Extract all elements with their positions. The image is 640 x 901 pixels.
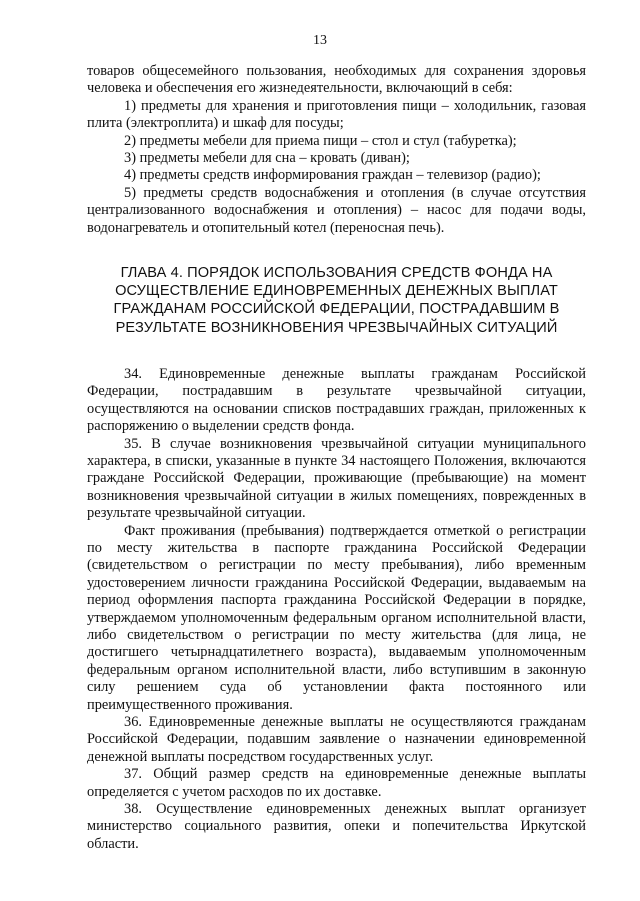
chapter-heading-line: ОСУЩЕСТВЛЕНИЕ ЕДИНОВРЕМЕННЫХ ДЕНЕЖНЫХ ВЫПЛАТ xyxy=(115,283,558,300)
intro-item-1: 1) предметы для хранения и приготовления пищи – холодильник, газовая плита (электроплита) и шкаф для посуды; xyxy=(87,97,586,132)
paragraph-34: 34. Единовременные денежные выплаты гражданам Российской Федерации, пострадавшим в результате чрезвычайной ситуации, осуществляются на основании списков пострадавших граждан, приложенных к распоряжению о выделении средств фонда. xyxy=(87,365,586,435)
intro-item-4: 4) предметы средств информирования граждан – телевизор (радио); xyxy=(124,167,541,184)
intro-continuation: товаров общесемейного пользования, необходимых для сохранения здоровья человека и обеспечения его жизнедеятельности, включающий в себя: xyxy=(87,63,586,97)
paragraph-38: 38. Осуществление единовременных денежных выплат организует министерство социального развития, опеки и попечительства Иркутской области. xyxy=(87,801,586,852)
chapter-heading-line: РЕЗУЛЬТАТЕ ВОЗНИКНОВЕНИЯ ЧРЕЗВЫЧАЙНЫХ СИТУАЦИЙ xyxy=(115,319,558,336)
paragraph-36: 36. Единовременные денежные выплаты не осуществляются гражданам Российской Федерации, подавшим заявление о назначении единовременной денежной выплаты посредством государственных услуг. xyxy=(87,714,586,765)
chapter-heading xyxy=(87,264,586,337)
paragraph-35: 35. В случае возникновения чрезвычайной ситуации муниципального характера, в списки, указанные в пункте 34 настоящего Положения, включаются граждане Российской Федерации, проживающие (пребывающие) на момент возникновения чрезвычайной ситуации в жилых помещениях, поврежденных в результате чрезвычайной ситуации. xyxy=(87,435,586,522)
page-number: 13 xyxy=(313,33,327,48)
intro-item-5: 5) предметы средств водоснабжения и отопления (в случае отсутствия централизованного водоснабжения и отопления) – насос для подачи воды, водонагреватель и отопительный котел (переносная печь). xyxy=(87,184,586,236)
chapter-heading-line: ГРАЖДАНАМ РОССИЙСКОЙ ФЕДЕРАЦИИ, ПОСТРАДАВШИМ В xyxy=(113,301,560,318)
chapter-heading-line: ГЛАВА 4. ПОРЯДОК ИСПОЛЬЗОВАНИЯ СРЕДСТВ ФОНДА НА xyxy=(120,265,553,282)
paragraph-35-residence: Факт проживания (пребывания) подтверждается отметкой о регистрации по месту жительства в паспорте гражданина Российской Федерации (свидетельством о регистрации по месту пребывания), либо временным удостоверением личности гражданина Российской Федерации, выдаваемым на период оформления паспорта гражданина Российской Федерации в порядке, утверждаемом уполномоченным федеральным органом исполнительной власти, либо свидетельством о регистрации по месту жительства (для лица, не достигшего четырнадцатилетнего возраста), выдаваемым уполномоченным федеральным органом исполнительной власти, либо вступившим в законную силу решением суда об установлении факта постоянного или преимущественного проживания. xyxy=(87,522,586,713)
intro-item-2: 2) предметы мебели для приема пищи – стол и стул (табуретка); xyxy=(124,132,517,149)
document-body xyxy=(87,63,586,853)
paragraph-37: 37. Общий размер средств на единовременные денежные выплаты определяется с учетом расходов по их доставке. xyxy=(87,766,586,800)
intro-item-3: 3) предметы мебели для сна – кровать (диван); xyxy=(124,150,410,167)
